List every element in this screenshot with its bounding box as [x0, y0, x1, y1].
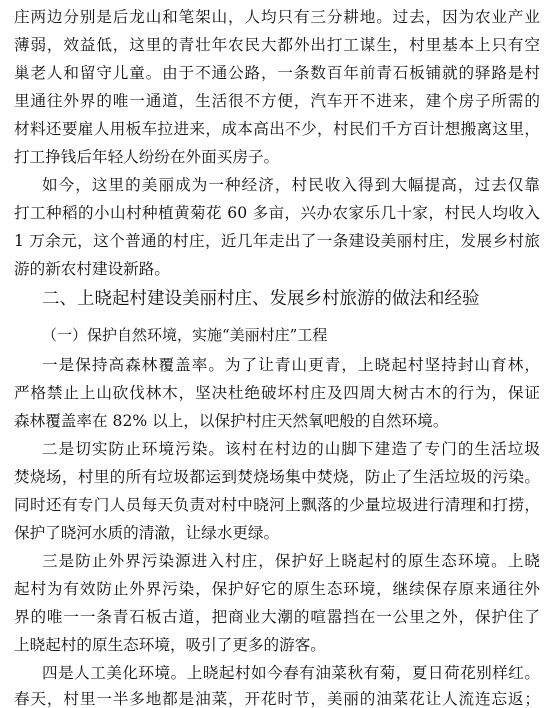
paragraph-line: 焚烧场，村里的所有垃圾都运到焚烧场集中焚烧，防止了生活垃圾的污染。	[14, 468, 540, 486]
paragraph-line: 二是切实防止环境污染。该村在村边的山脚下建造了专门的生活垃圾	[42, 440, 540, 458]
paragraph-line: 一是保持高森林覆盖率。为了让青山更青，上晓起村坚持封山育林，	[42, 356, 540, 374]
paragraph-line: 起村为有效防止外界污染，保护好它的原生态环境，继续保存原来通往外	[14, 580, 540, 598]
subsection-heading: （一）保护自然环境，实施“美丽村庄”工程	[42, 326, 328, 344]
paragraph-line: 四是人工美化环境。上晓起村如今春有油菜秋有菊，夏日荷花别样红。	[42, 664, 540, 682]
paragraph-line: 森林覆盖率在 82% 以上，以保护村庄天然氧吧般的自然环境。	[14, 412, 449, 430]
section-heading: 二、上晓起村建设美丽村庄、发展乡村旅游的做法和经验	[42, 289, 480, 309]
paragraph-line: 材料还要雇人用板车拉进来，成本高出不少，村民们千方百计想搬离这里，	[14, 120, 540, 138]
paragraph-line: 同时还有专门人员每天负责对村中晓河上飘落的少量垃圾进行清理和打捞，	[14, 496, 540, 514]
paragraph-line: 打工挣钱后年轻人纷纷在外面买房子。	[14, 148, 280, 166]
paragraph-line: 严格禁止上山砍伐林木，坚决杜绝破坏村庄及四周大树古木的行为，保证	[14, 384, 540, 402]
paragraph-line: 里通往外界的唯一通道，生活很不方便，汽车开不进来，建个房子所需的	[14, 92, 540, 110]
paragraph-line: 巢老人和留守儿童。由于不通公路，一条数百年前青石板铺就的驿路是村	[14, 64, 540, 82]
paragraph-line: 春天，村里一半多地都是油菜，开花时节，美丽的油菜花让人流连忘返；	[14, 690, 540, 708]
paragraph-line: 保护了晓河水质的清澈，让绿水更绿。	[14, 524, 280, 542]
paragraph-line: 如今，这里的美丽成为一种经济，村民收入得到大幅提高，过去仅靠	[42, 176, 540, 194]
paragraph-line: 薄弱，效益低，这里的青壮年农民大都外出打工谋生，村里基本上只有空	[14, 36, 540, 54]
paragraph-line: 界的唯一一条青石板古道，把商业大潮的喧嚣挡在一公里之外，保护住了	[14, 608, 540, 626]
paragraph-line: 三是防止外界污染源进入村庄，保护好上晓起村的原生态环境。上晓	[42, 552, 540, 570]
paragraph-line: 庄两边分别是后龙山和笔架山，人均只有三分耕地。过去，因为农业产业	[14, 8, 540, 26]
paragraph-line: 打工种稻的小山村种植黄菊花 60 多亩，兴办农家乐几十家，村民人均收入	[14, 204, 540, 222]
paragraph-line: 上晓起村的原生态环境，吸引了更多的游客。	[14, 636, 326, 654]
paragraph-line: 游的新农村建设新路。	[14, 260, 170, 278]
paragraph-line: 1 万余元，这个普通的村庄，近几年走出了一条建设美丽村庄，发展乡村旅	[14, 232, 540, 250]
